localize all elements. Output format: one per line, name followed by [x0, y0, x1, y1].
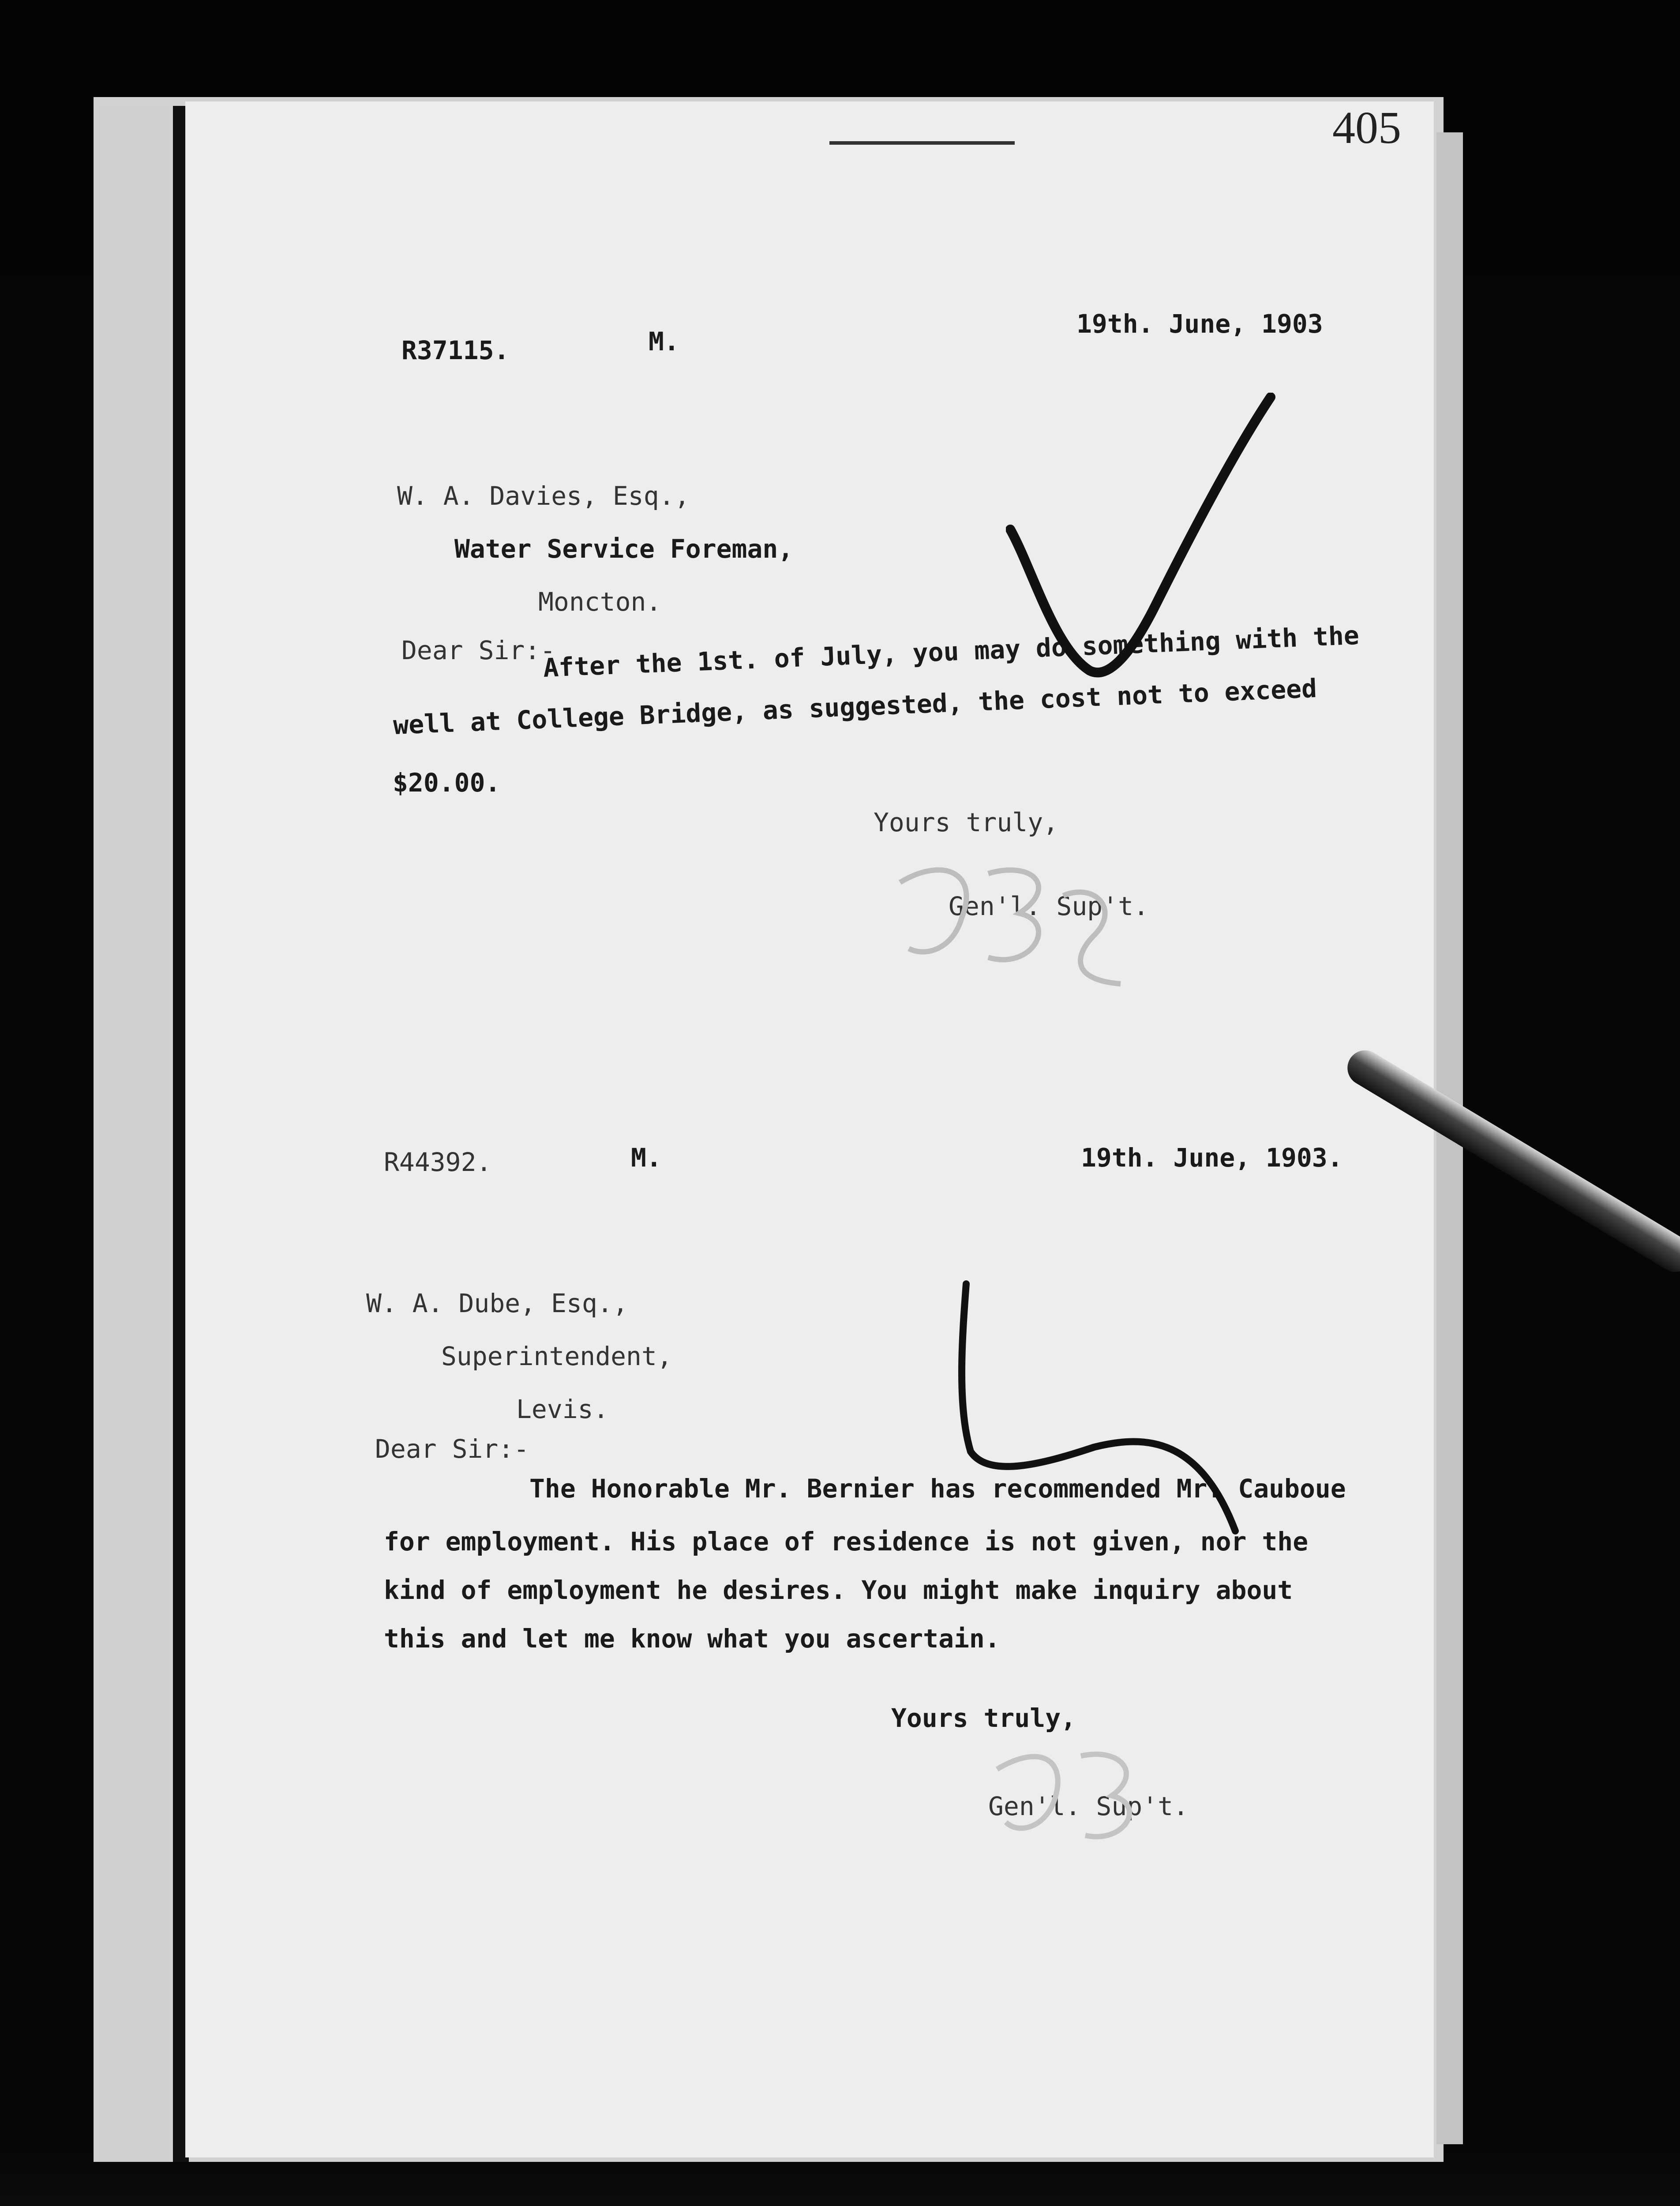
- letter1-recipient-place: Moncton.: [538, 587, 662, 617]
- letter1-signature-title: Gen'l. Sup't.: [949, 891, 1149, 921]
- letter2-signature-title: Gen'l. Sup't.: [988, 1791, 1189, 1821]
- letter1-date: 19th. June, 1903: [1076, 309, 1323, 339]
- page-number: 405: [1332, 102, 1401, 153]
- initials-stamp: [979, 1730, 1209, 1853]
- letter2-ref: R44392.: [384, 1147, 492, 1177]
- letter2-mark: M.: [631, 1143, 662, 1173]
- letter1-body-line: After the 1st. of July, you may do something with the: [543, 620, 1360, 683]
- binding-edge: [99, 106, 169, 2162]
- top-rule: [829, 141, 1015, 145]
- letter2-salutation: Dear Sir:-: [375, 1434, 529, 1464]
- letter1-recipient-name: W. A. Davies, Esq.,: [397, 481, 690, 511]
- letter2-body-line: kind of employment he desires. You might make inquiry about: [384, 1575, 1293, 1605]
- letter1-recipient-title: Water Service Foreman,: [454, 534, 794, 564]
- letter2-body-line: this and let me know what you ascertain.: [384, 1624, 1000, 1654]
- letter2-body-line: for employment. His place of residence is not given, nor the: [384, 1527, 1309, 1557]
- letterbook-page: [185, 101, 1434, 2157]
- initials-stamp: [874, 847, 1147, 997]
- letter1-body-line: $20.00.: [393, 768, 501, 798]
- letter2-recipient-title: Superintendent,: [441, 1341, 672, 1371]
- letter1-body-line: well at College Bridge, as suggested, the cost not to exceed: [393, 673, 1318, 740]
- letter2-closing: Yours truly,: [891, 1703, 1076, 1733]
- letter1-salutation: Dear Sir:-: [401, 635, 556, 665]
- letter1-ref: R37115.: [401, 335, 510, 365]
- letter2-recipient-name: W. A. Dube, Esq.,: [366, 1288, 628, 1318]
- letter1-mark: M.: [649, 326, 679, 356]
- check-mark-2: [953, 1275, 1271, 1557]
- letter2-date: 19th. June, 1903.: [1081, 1143, 1343, 1173]
- letter2-recipient-place: Levis.: [516, 1394, 609, 1424]
- letter1-closing: Yours truly,: [874, 807, 1059, 837]
- letter2-body-line: The Honorable Mr. Bernier has recommended Mr. Cauboue: [529, 1474, 1346, 1504]
- check-mark-1: [1006, 393, 1279, 684]
